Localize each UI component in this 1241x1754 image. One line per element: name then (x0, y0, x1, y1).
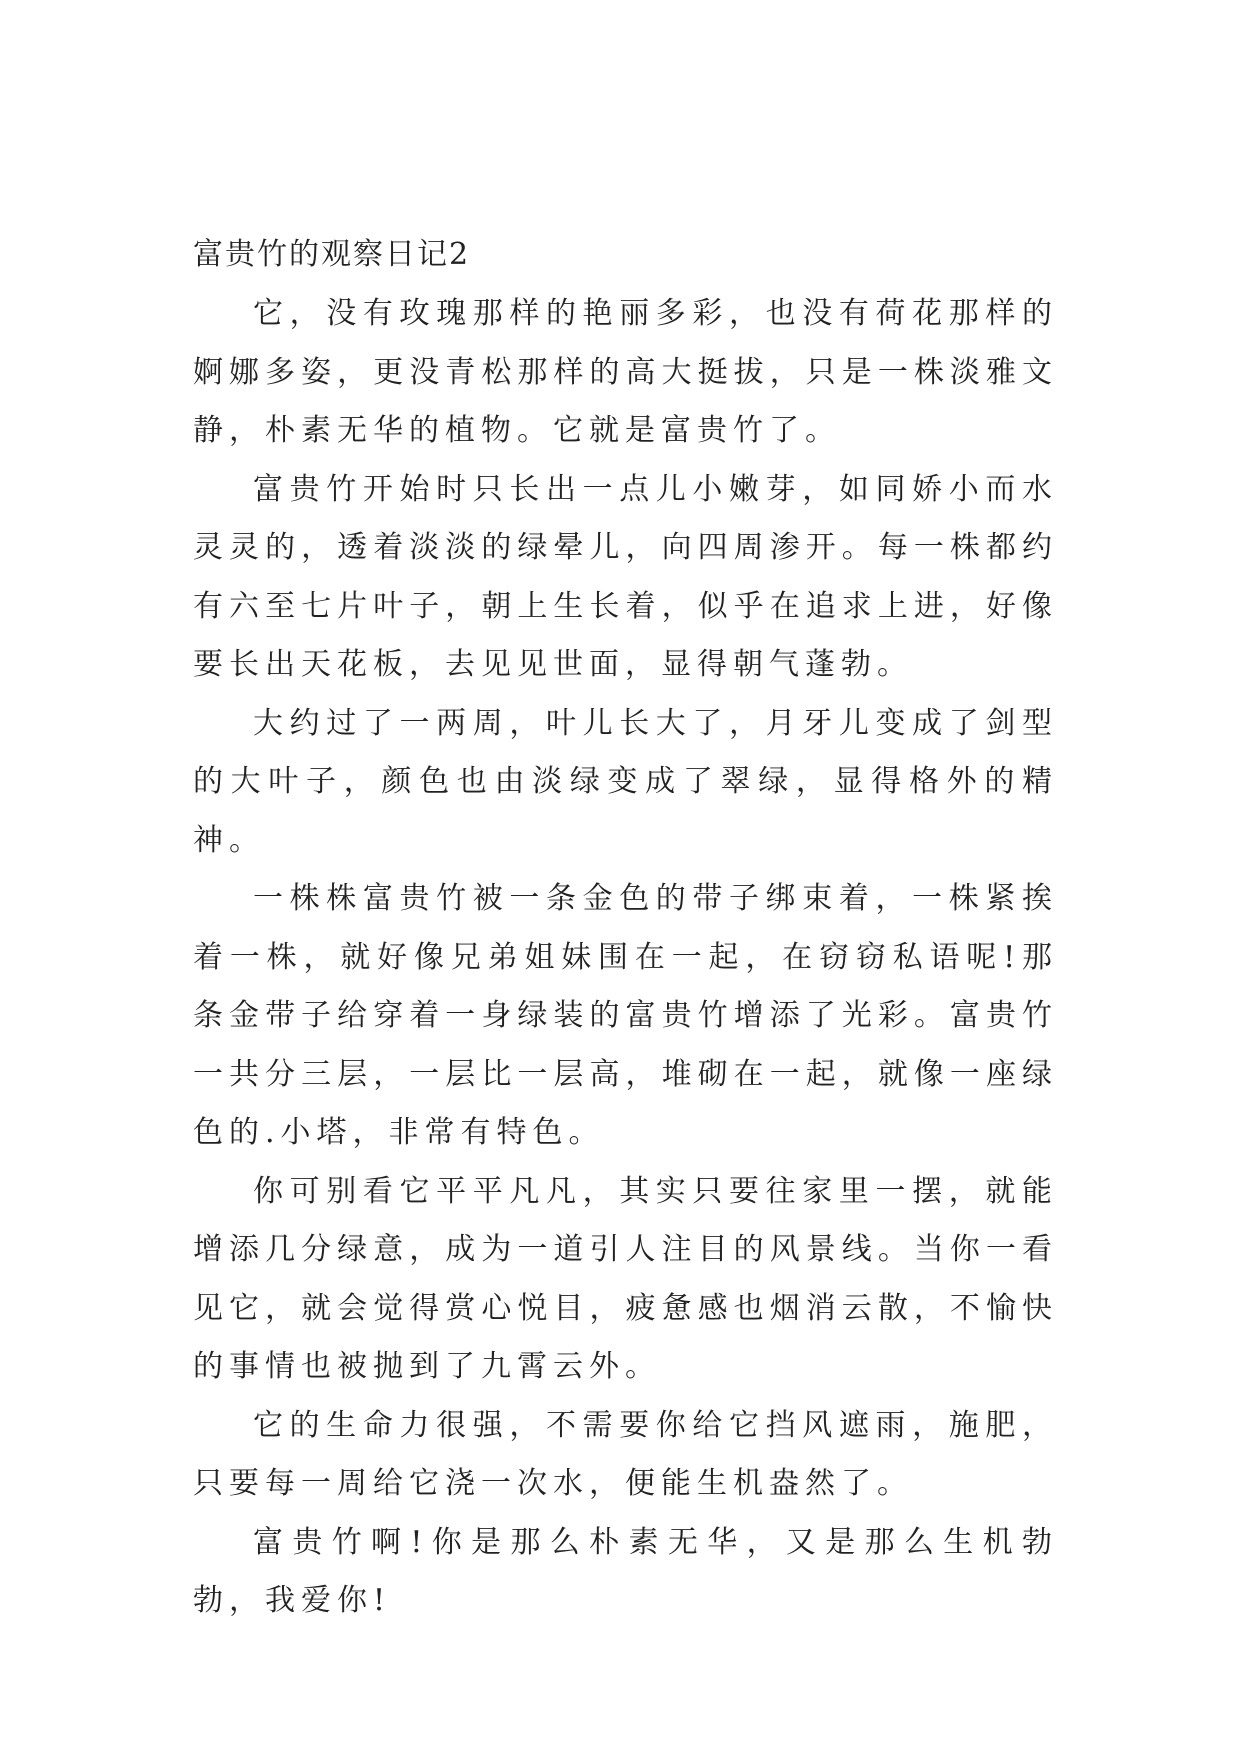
paragraph-1: 它，没有玫瑰那样的艳丽多彩，也没有荷花那样的婀娜多姿，更没青松那样的高大挺拔，只是一株淡雅文静，朴素无华的植物。它就是富贵竹了。 (193, 296, 1058, 448)
paragraph-3: 大约过了一两周，叶儿长大了，月牙儿变成了剑型的大叶子，颜色也由淡绿变成了翠绿，显得格外的精神。 (193, 705, 1058, 858)
document-title: 富贵竹的观察日记2 (193, 237, 471, 272)
paragraph-4: 一株株富贵竹被一条金色的带子绑束着，一株紧挨着一株，就好像兄弟姐妹围在一起，在窃窃私语呢!那条金带子给穿着一身绿装的富贵竹增添了光彩。富贵竹一共分三层，一层比一层高，堆砌在一起，就像一座绿色的.小塔，非常有特色。 (193, 881, 1058, 1150)
paragraph-2: 富贵竹开始时只长出一点儿小嫩芽，如同娇小而水灵灵的，透着淡淡的绿晕儿，向四周渗开。每一株都约有六至七片叶子，朝上生长着，似乎在追求上进，好像要长出天花板，去见见世面，显得朝气蓬勃。 (193, 471, 1058, 682)
paragraph-7: 富贵竹啊!你是那么朴素无华，又是那么生机勃勃，我爱你! (193, 1524, 1058, 1618)
document-body (193, 225, 1058, 1631)
paragraph-5: 你可别看它平平凡凡，其实只要往家里一摆，就能增添几分绿意，成为一道引人注目的风景线。当你一看见它，就会觉得赏心悦目，疲惫感也烟消云散，不愉快的事情也被抛到了九霄云外。 (193, 1173, 1058, 1384)
paragraph-6: 它的生命力很强，不需要你给它挡风遮雨，施肥，只要每一周给它浇一次水，便能生机盎然了。 (193, 1407, 1058, 1501)
